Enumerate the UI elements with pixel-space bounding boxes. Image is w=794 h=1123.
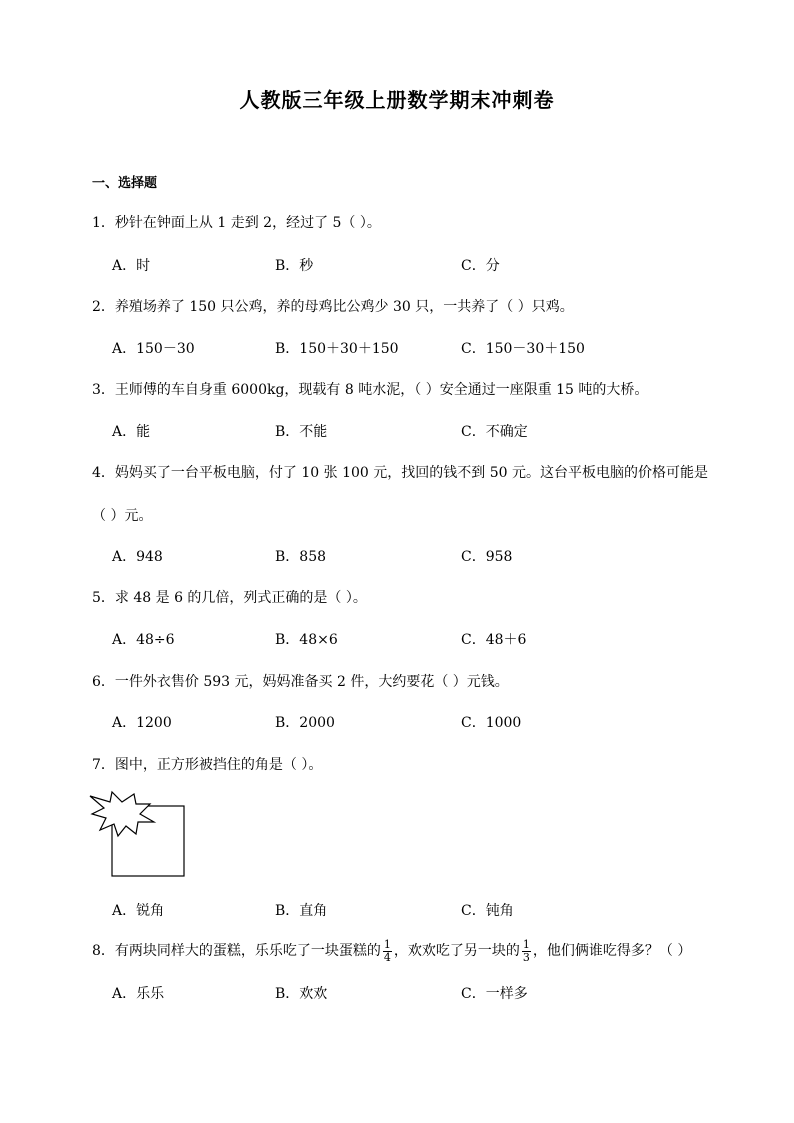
fraction-numerator: 1 bbox=[383, 937, 391, 951]
square-with-burst-figure bbox=[88, 790, 188, 880]
q2-option-b: B．150＋30＋150 bbox=[275, 341, 399, 357]
q7-option-c: C．钝角 bbox=[461, 903, 514, 919]
fraction-one-quarter bbox=[383, 939, 392, 964]
q8-option-a: A．乐乐 bbox=[112, 986, 165, 1002]
question-2: 2．养殖场养了 150 只公鸡，养的母鸡比公鸡少 30 只，一共养了（ ）只鸡。 bbox=[92, 299, 574, 315]
fraction-numerator: 1 bbox=[522, 937, 530, 951]
question-5: 5．求 48 是 6 的几倍，列式正确的是（ ）。 bbox=[92, 590, 367, 606]
question-3: 3．王师傅的车自身重 6000kg，现载有 8 吨水泥，（ ）安全通过一座限重 15 吨的大桥。 bbox=[92, 382, 649, 398]
fraction-one-third bbox=[522, 939, 531, 964]
q8-option-b: B．欢欢 bbox=[275, 986, 328, 1002]
q5-option-a: A．48÷6 bbox=[112, 632, 175, 648]
q5-option-c: C．48＋6 bbox=[461, 632, 527, 648]
q8-option-c: C．一样多 bbox=[461, 986, 528, 1002]
q8-text-part-2: ，欢欢吃了另一块的 bbox=[393, 943, 520, 959]
question-6: 6．一件外衣售价 593 元，妈妈准备买 2 件，大约要花（ ）元钱。 bbox=[92, 674, 509, 690]
q4-option-c: C．958 bbox=[461, 549, 513, 565]
page-title: 人教版三年级上册数学期末冲刺卷 bbox=[239, 88, 555, 112]
question-1: 1．秒针在钟面上从 1 走到 2，经过了 5（ ）。 bbox=[92, 215, 381, 231]
q6-option-a: A．1200 bbox=[112, 715, 172, 731]
q3-option-b: B．不能 bbox=[275, 424, 328, 440]
q1-option-c: C．分 bbox=[461, 258, 500, 274]
q1-option-b: B．秒 bbox=[275, 258, 314, 274]
q5-option-b: B．48×6 bbox=[275, 632, 338, 648]
question-7: 7．图中，正方形被挡住的角是（ ）。 bbox=[92, 757, 323, 773]
q4-option-b: B．858 bbox=[275, 549, 327, 565]
q2-option-c: C．150－30＋150 bbox=[461, 341, 585, 357]
q6-option-c: C．1000 bbox=[461, 715, 522, 731]
q6-option-b: B．2000 bbox=[275, 715, 335, 731]
question-4: 4．妈妈买了一台平板电脑，付了 10 张 100 元，找回的钱不到 50 元。这台平板电脑的价格可能是 bbox=[92, 465, 708, 481]
q2-option-a: A．150－30 bbox=[112, 341, 195, 357]
q4-option-a: A．948 bbox=[112, 549, 163, 565]
question-8 bbox=[92, 936, 691, 966]
q3-option-a: A．能 bbox=[112, 424, 151, 440]
q1-option-a: A．时 bbox=[112, 258, 151, 274]
question-4-continued: （ ）元。 bbox=[92, 508, 153, 524]
fraction-denominator: 4 bbox=[383, 950, 391, 964]
q7-option-a: A．锐角 bbox=[112, 903, 165, 919]
q8-text-part-3: ，他们俩谁吃得多？（ ） bbox=[532, 943, 692, 959]
q3-option-c: C．不确定 bbox=[461, 424, 528, 440]
section-heading: 一、选择题 bbox=[92, 176, 158, 191]
fraction-denominator: 3 bbox=[522, 950, 530, 964]
q7-option-b: B．直角 bbox=[275, 903, 328, 919]
q8-text-part-1: 8．有两块同样大的蛋糕，乐乐吃了一块蛋糕的 bbox=[92, 943, 381, 959]
